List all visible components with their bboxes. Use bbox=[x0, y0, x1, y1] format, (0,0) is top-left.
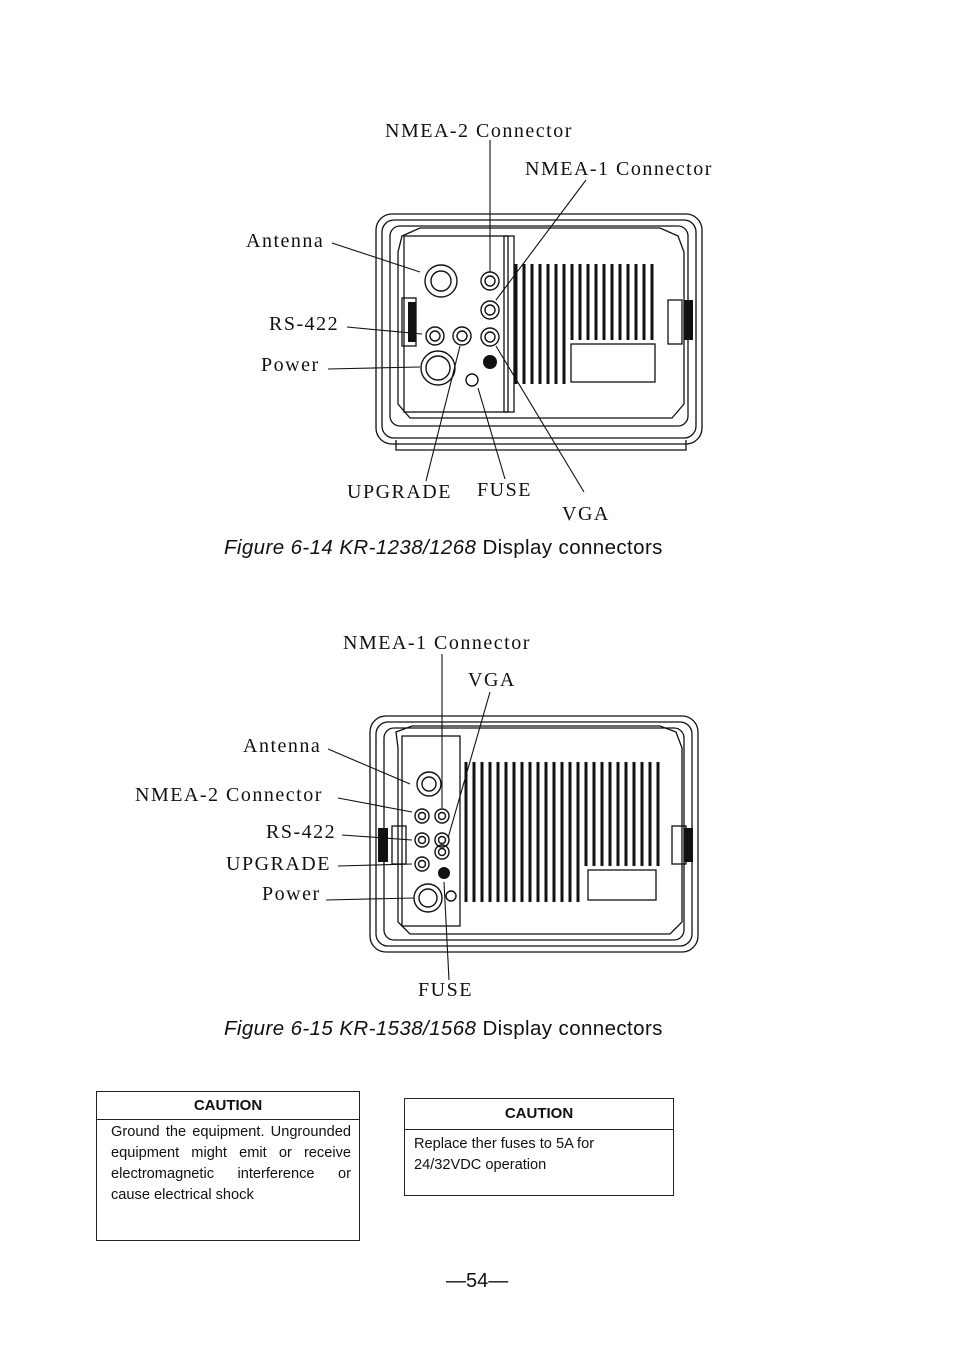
label-upgrade: UPGRADE bbox=[347, 481, 452, 503]
caution-text: Ground the equipment. Ungrounded equipment might emit or receive electromagnetic interference or cause electrical shock bbox=[111, 1124, 351, 1203]
label-nmea2-connector: NMEA-2 Connector bbox=[385, 120, 573, 142]
label-rs422: RS-422 bbox=[266, 821, 337, 843]
label-antenna: Antenna bbox=[243, 735, 322, 757]
label-upgrade: UPGRADE bbox=[226, 853, 331, 875]
caption-suffix: Display connectors bbox=[476, 536, 663, 559]
label-power: Power bbox=[262, 883, 321, 905]
label-power: Power bbox=[261, 354, 320, 376]
page-number: —54— bbox=[446, 1270, 509, 1292]
caution-title: CAUTION bbox=[97, 1092, 359, 1120]
label-nmea2-connector: NMEA-2 Connector bbox=[135, 784, 323, 806]
label-fuse: FUSE bbox=[477, 479, 532, 501]
label-antenna: Antenna bbox=[246, 230, 325, 252]
caution-box-fuses bbox=[404, 1098, 674, 1196]
label-nmea1-connector: NMEA-1 Connector bbox=[343, 632, 531, 654]
display-rear-diagram-1 bbox=[0, 0, 954, 540]
label-vga: VGA bbox=[562, 503, 610, 525]
label-nmea1-connector: NMEA-1 Connector bbox=[525, 158, 713, 180]
label-fuse: FUSE bbox=[418, 979, 473, 1001]
caution-box-grounding bbox=[96, 1091, 360, 1241]
caption-prefix: Figure 6-15 KR-1538/1568 bbox=[224, 1017, 477, 1040]
label-vga: VGA bbox=[468, 669, 516, 691]
caution-title: CAUTION bbox=[405, 1099, 673, 1130]
caution-text: Replace ther fuses to 5A for 24/32VDC operation bbox=[414, 1136, 595, 1173]
label-rs422: RS-422 bbox=[269, 313, 340, 335]
figure-caption-6-14 bbox=[224, 536, 663, 560]
caption-suffix: Display connectors bbox=[476, 1017, 663, 1040]
figure-caption-6-15 bbox=[224, 1017, 663, 1041]
display-rear-diagram-2 bbox=[0, 640, 954, 1000]
caption-prefix: Figure 6-14 KR-1238/1268 bbox=[224, 536, 477, 559]
